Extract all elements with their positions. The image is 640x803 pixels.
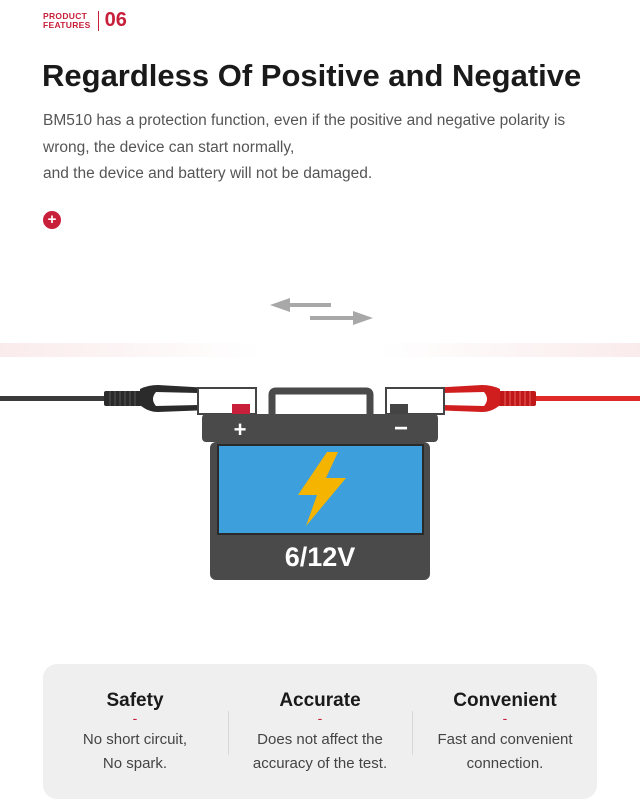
positive-terminal-label: +: [233, 417, 247, 442]
glow-strip-right: [380, 343, 640, 357]
battery-illustration: [0, 290, 640, 600]
feature-line: Fast and convenient: [437, 731, 573, 748]
feature-line: No spark.: [102, 755, 168, 772]
feature-line: connection.: [466, 755, 544, 772]
feature-line: No short circuit,: [82, 731, 188, 748]
tag-label: [43, 12, 91, 30]
swap-arrows-icon: [270, 298, 373, 325]
feature-safety: [43, 664, 227, 799]
description-line: and the device and battery will not be damaged.: [43, 165, 373, 182]
feature-description: [43, 728, 227, 776]
feature-dash: -: [132, 710, 138, 726]
black-cable-icon: [0, 385, 256, 414]
feature-title: Safety: [106, 690, 164, 711]
glow-strip-left: [0, 343, 260, 357]
tag-number: 06: [104, 9, 127, 31]
feature-dash: -: [317, 710, 323, 726]
description: [43, 108, 603, 188]
feature-title: Convenient: [453, 690, 557, 711]
feature-line: Does not affect the: [257, 731, 383, 748]
feature-dash: -: [502, 710, 508, 726]
tag-divider: [98, 11, 99, 31]
feature-description: [228, 728, 412, 776]
negative-terminal-label: −: [393, 415, 409, 442]
battery-voltage-label: 6/12V: [284, 542, 356, 572]
feature-line: accuracy of the test.: [252, 755, 388, 772]
red-cable-icon: [386, 385, 640, 414]
feature-convenient: [413, 664, 597, 799]
features-card: [43, 664, 597, 799]
description-line: BM510 has a protection function, even if the positive and negative polarity is: [43, 112, 566, 129]
feature-title: Accurate: [279, 690, 361, 711]
page-title: Regardless Of Positive and Negative: [42, 58, 582, 93]
tag-line-product: PRODUCT: [43, 10, 88, 21]
feature-description: [413, 728, 597, 776]
feature-accurate: [228, 664, 412, 799]
product-features-tag: [43, 9, 127, 32]
tag-line-features: FEATURES: [43, 19, 91, 30]
plus-icon[interactable]: +: [43, 211, 61, 229]
description-line: wrong, the device can start normally,: [43, 138, 295, 156]
